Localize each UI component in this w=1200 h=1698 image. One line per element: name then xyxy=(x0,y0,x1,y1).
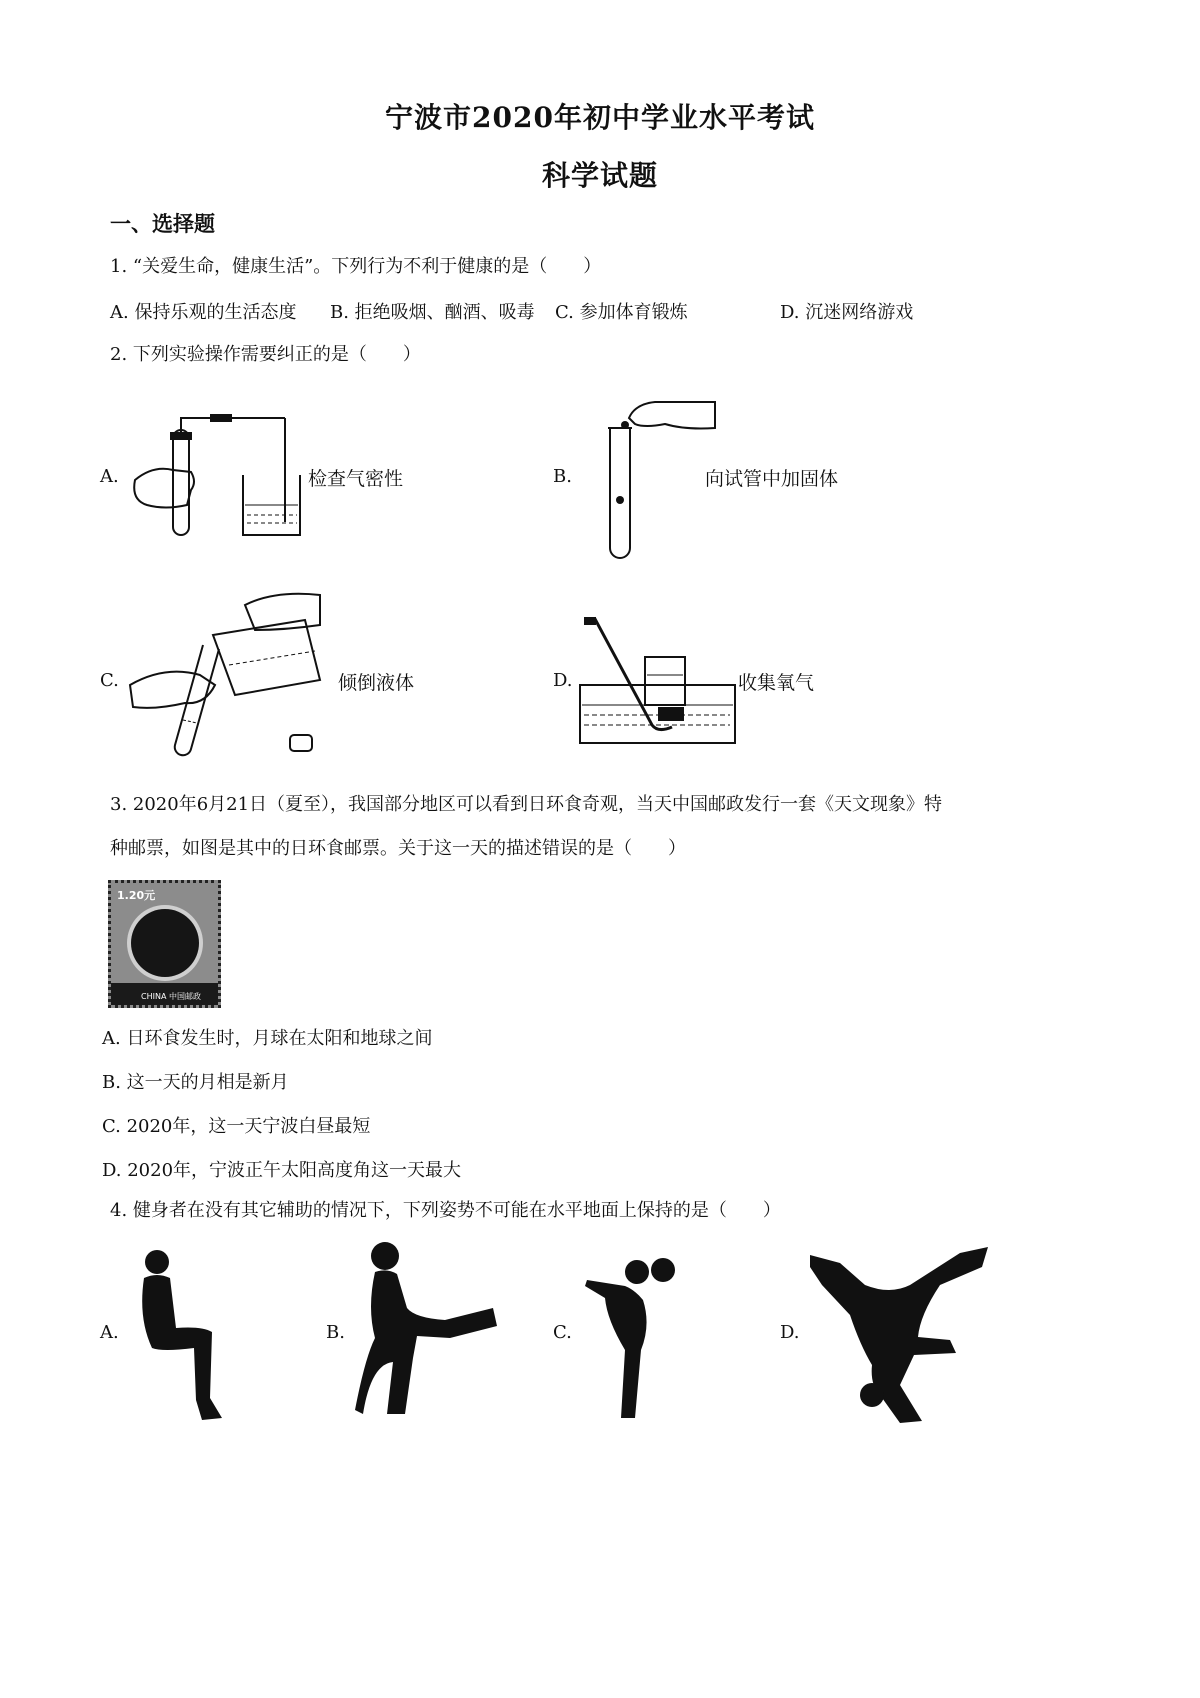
pour-liquid-figure xyxy=(125,585,330,760)
annular-eclipse-stamp xyxy=(108,880,221,1008)
q4-label-b: B. xyxy=(326,1322,345,1343)
q1-option-b: B. 拒绝吸烟、酗酒、吸毒 xyxy=(330,302,535,323)
q1-option-d: D. 沉迷网络游戏 xyxy=(780,302,914,323)
exam-subtitle: 科学试题 xyxy=(541,159,658,192)
q2-label-b: B. xyxy=(553,466,572,487)
q2-caption-c: 倾倒液体 xyxy=(338,672,415,694)
q4-stem: 4. 健身者在没有其它辅助的情况下，下列姿势不可能在水平地面上保持的是（ ） xyxy=(110,1200,781,1221)
section-heading: 一、选择题 xyxy=(110,211,215,236)
airtightness-check-figure xyxy=(125,410,305,540)
q2-label-c: C. xyxy=(100,670,119,691)
q3-option-b: B. 这一天的月相是新月 xyxy=(102,1072,289,1093)
balance-pose-silhouette xyxy=(585,1250,685,1420)
q4-label-d: D. xyxy=(780,1322,800,1343)
q2-caption-b: 向试管中加固体 xyxy=(705,468,839,490)
q1-option-a: A. 保持乐观的生活态度 xyxy=(110,302,297,323)
kicking-pose-silhouette xyxy=(355,1238,500,1418)
q4-label-c: C. xyxy=(553,1322,572,1343)
q3-stem-line1: 3. 2020年6月21日（夏至），我国部分地区可以看到日环食奇观，当天中国邮政发行一套《天文现象》特 xyxy=(110,794,943,815)
q3-option-c: C. 2020年，这一天宁波白昼最短 xyxy=(102,1116,371,1137)
q1-option-c: C. 参加体育锻炼 xyxy=(555,302,688,323)
q3-option-a: A. 日环食发生时，月球在太阳和地球之间 xyxy=(102,1028,433,1049)
breakdance-pose-silhouette xyxy=(810,1245,990,1425)
q2-label-a: A. xyxy=(100,466,119,487)
q3-stem-line2: 种邮票，如图是其中的日环食邮票。关于这一天的描述错误的是（ ） xyxy=(110,838,686,859)
q4-label-a: A. xyxy=(100,1322,119,1343)
stamp-value: 1.20元 xyxy=(117,889,156,902)
add-solid-to-test-tube-figure xyxy=(605,398,725,563)
q2-label-d: D. xyxy=(553,670,573,691)
q3-option-d: D. 2020年，宁波正午太阳高度角这一天最大 xyxy=(102,1160,462,1181)
eclipse-disc xyxy=(131,909,199,977)
q2-caption-a: 检查气密性 xyxy=(308,468,404,490)
collect-oxygen-figure xyxy=(580,615,735,745)
exam-title: 宁波市2020年初中学业水平考试 xyxy=(385,101,815,134)
q2-stem: 2. 下列实验操作需要纠正的是（ ） xyxy=(110,344,421,365)
sitting-pose-silhouette xyxy=(132,1248,232,1423)
stamp-brand: CHINA 中国邮政 xyxy=(141,992,201,1001)
q1-stem: 1. “关爱生命，健康生活”。下列行为不利于健康的是（ ） xyxy=(110,256,602,277)
q2-caption-d: 收集氧气 xyxy=(738,672,815,694)
